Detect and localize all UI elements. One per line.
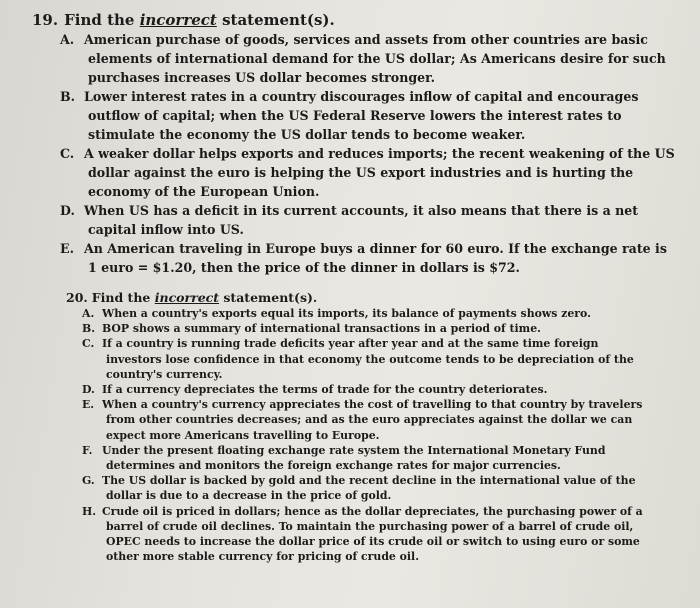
option-letter: D. xyxy=(60,203,75,218)
option-text: American purchase of goods, services and assets from other countries are basic elements of international demand for the US dollar; As Americans desire for such purchases increases US dollar becomes stronger. xyxy=(84,32,666,85)
question-20-option-a xyxy=(82,306,646,321)
question-20 xyxy=(66,289,646,564)
option-text: If a currency depreciates the terms of trade for the country deteriorates. xyxy=(102,383,548,397)
option-text: Under the present floating exchange rate system the International Monetary Fund determines and monitors the foreign exchange rates for major currencies. xyxy=(102,443,606,473)
question-20-number: 20. xyxy=(66,290,88,305)
question-20-option-h xyxy=(82,504,646,565)
option-text: Crude oil is priced in dollars; hence as the dollar depreciates, the purchasing power of a barrel of crude oil declines. To maintain the purchasing power of a barrel of crude oil, OPEC needs to increase the dollar price of its crude oil or switch to using euro or some other more stable currency for pricing of crude oil. xyxy=(102,504,643,564)
question-19 xyxy=(32,10,675,277)
option-text: The US dollar is backed by gold and the recent decline in the international value of the dollar is due to a decrease in the price of gold. xyxy=(102,474,636,503)
option-text: BOP shows a summary of international transactions in a period of time. xyxy=(102,322,541,336)
option-text: An American traveling in Europe buys a dinner for 60 euro. If the exchange rate is 1 euro = $1.20, then the price of the dinner in dollars is $72. xyxy=(84,241,667,275)
option-letter: D. xyxy=(82,383,95,397)
option-letter: E. xyxy=(82,398,95,412)
option-letter: H. xyxy=(82,504,97,518)
option-text: If a country is running trade deficits year after year and at the same time foreign investors lose confidence in that economy the outcome tends to be depreciation of the country's currency. xyxy=(102,337,634,381)
option-text: When a country's currency appreciates the cost of travelling to that country by travelers from other countries decreases; and as the euro appreciates against the dollar we can expect more Americans travelling to Europe. xyxy=(102,398,643,442)
option-letter: B. xyxy=(82,322,95,336)
question-20-emphasis: incorrect xyxy=(154,290,220,305)
question-19-number: 19. xyxy=(32,11,59,29)
question-19-option-a xyxy=(60,30,678,87)
question-19-option-b xyxy=(60,87,678,144)
question-20-option-d xyxy=(82,382,646,397)
question-19-prefix: Find the xyxy=(64,11,140,29)
question-20-prefix: Find the xyxy=(91,290,155,305)
option-text: When US has a deficit in its current accounts, it also means that there is a net capital inflow into US. xyxy=(84,203,639,237)
question-19-header xyxy=(32,10,672,30)
option-letter: A. xyxy=(82,307,95,320)
question-19-suffix: statement(s). xyxy=(216,11,335,29)
question-20-suffix: statement(s). xyxy=(219,290,318,305)
question-19-option-e xyxy=(60,239,678,277)
question-20-option-e xyxy=(82,397,646,443)
option-letter: G. xyxy=(82,474,95,488)
option-letter: F. xyxy=(82,443,93,457)
question-20-header xyxy=(66,289,646,306)
question-20-option-b xyxy=(82,321,646,336)
question-20-option-f xyxy=(82,443,646,473)
question-20-option-c xyxy=(82,336,646,382)
question-19-emphasis: incorrect xyxy=(139,11,217,29)
option-text: Lower interest rates in a country discourages inflow of capital and encourages outflow of capital; when the US Federal Reserve lowers the interest rates to stimulate the economy the US dollar tends to become weaker. xyxy=(84,89,639,142)
option-letter: B. xyxy=(60,89,76,104)
question-19-option-c xyxy=(60,144,678,201)
option-letter: E. xyxy=(60,241,74,256)
option-text: When a country's exports equal its imports, its balance of payments shows zero. xyxy=(102,307,591,320)
option-text: A weaker dollar helps exports and reduces imports; the recent weakening of the US dollar against the euro is helping the US export industries and is hurting the economy of the European Union. xyxy=(84,146,675,199)
question-19-option-d xyxy=(60,201,678,239)
question-20-option-g xyxy=(82,473,646,503)
option-letter: C. xyxy=(82,337,95,351)
option-letter: A. xyxy=(60,32,75,47)
option-letter: C. xyxy=(60,146,75,161)
